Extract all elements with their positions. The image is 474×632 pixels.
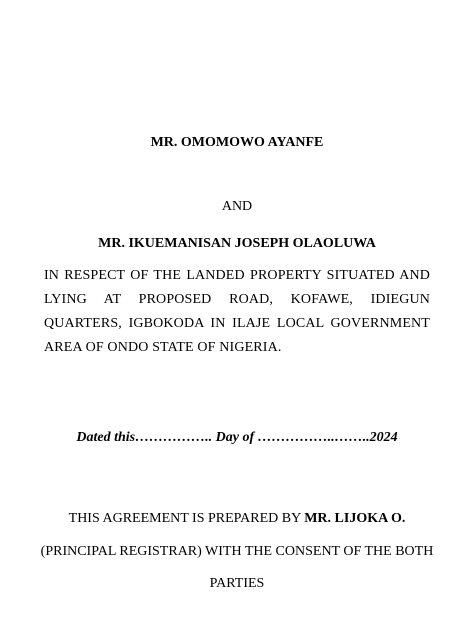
prepared-by-prefix: THIS AGREEMENT IS PREPARED BY bbox=[68, 511, 305, 526]
prepared-by-line bbox=[0, 510, 474, 528]
property-description-paragraph: IN RESPECT OF THE LANDED PROPERTY SITUATED AND LYING AT PROPOSED ROAD, KOFAWE, IDIEGUN QUARTERS, IGBOKODA IN ILAJE LOCAL GOVERNMENT AREA OF ONDO STATE OF NIGERIA. bbox=[44, 268, 430, 355]
prepared-by-line-two: (PRINCIPAL REGISTRAR) WITH THE CONSENT OF THE BOTH bbox=[40, 544, 434, 559]
conjunction-and: AND bbox=[221, 199, 253, 214]
prepared-by-line-three: PARTIES bbox=[209, 576, 265, 591]
party-two-name: MR. IKUEMANISAN JOSEPH OLAOLUWA bbox=[98, 236, 376, 251]
dated-line: Dated this…………….. Day of ……………..……..2024 bbox=[76, 430, 398, 445]
party-one-name: MR. OMOMOWO AYANFE bbox=[150, 135, 324, 150]
preparer-name: MR. LIJOKA O. bbox=[304, 511, 406, 526]
